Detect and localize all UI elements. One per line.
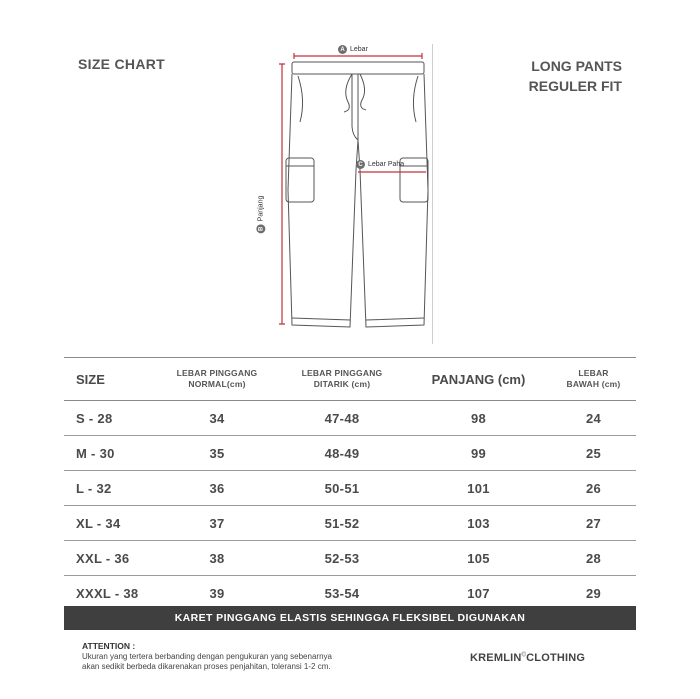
label-lebar xyxy=(338,45,368,54)
cell-normal: 36 xyxy=(209,480,225,496)
header-lebar-normal xyxy=(156,368,278,390)
cell-size: XXXL - 38 xyxy=(76,586,139,601)
pants-drawing xyxy=(272,40,442,340)
cell-normal: 34 xyxy=(209,410,225,426)
header-lebar-ditarik-line1: LEBAR PINGGANG xyxy=(301,368,383,378)
header-panjang: PANJANG (cm) xyxy=(431,371,526,387)
attention-line-2: akan sedikit berbeda dikarenakan proses penjahitan, toleransi 1-2 cm. xyxy=(82,662,331,671)
cell-ditarik: 50-51 xyxy=(324,480,360,496)
cell-ditarik: 47-48 xyxy=(324,410,360,426)
cell-panjang: 105 xyxy=(467,550,490,566)
measure-line-b xyxy=(279,64,285,324)
cell-ditarik: 52-53 xyxy=(324,550,360,566)
hem-lines xyxy=(292,318,424,320)
cell-ditarik: 53-54 xyxy=(324,586,360,601)
header-lebar-ditarik-line2: DITARIK (cm) xyxy=(313,379,371,389)
product-type-title xyxy=(529,56,622,96)
copyright-mark: © xyxy=(521,652,527,659)
waistband-shape xyxy=(292,62,424,74)
drawstring-shape xyxy=(344,74,366,112)
cell-normal: 38 xyxy=(209,550,225,566)
header-lebar-ditarik xyxy=(278,368,406,390)
cell-bawah: 27 xyxy=(585,515,602,531)
attention-title: ATTENTION : xyxy=(82,641,136,651)
label-panjang-text: Panjang xyxy=(257,195,265,222)
pants-illustration xyxy=(257,40,442,340)
cell-bawah: 29 xyxy=(585,586,602,601)
cell-panjang: 99 xyxy=(470,445,487,461)
left-cargo-pocket xyxy=(286,158,314,202)
cell-bawah: 24 xyxy=(585,410,602,426)
cell-panjang: 103 xyxy=(467,515,490,531)
cell-size: L - 32 xyxy=(76,480,112,496)
header-lebar-normal-line2: NORMAL(cm) xyxy=(188,379,246,389)
table-row xyxy=(64,506,636,541)
header-lebar-bawah-line2: BAWAH (cm) xyxy=(566,379,621,389)
product-type-line2: REGULER FIT xyxy=(528,78,622,94)
product-type-line1: LONG PANTS xyxy=(531,58,622,74)
label-panjang xyxy=(256,196,265,234)
cell-size: XL - 34 xyxy=(76,515,121,531)
cell-bawah: 25 xyxy=(585,445,602,461)
table-row xyxy=(64,401,636,436)
left-pocket-shape xyxy=(298,76,303,122)
size-table xyxy=(64,357,636,611)
header-size: SIZE xyxy=(76,371,105,387)
label-lebar-paha xyxy=(356,160,404,169)
table-header-row xyxy=(64,357,636,401)
header-lebar-normal-line1: LEBAR PINGGANG xyxy=(176,368,258,378)
label-lebar-text: Lebar xyxy=(350,46,368,53)
cell-bawah: 28 xyxy=(585,550,602,566)
right-leg-shape xyxy=(358,74,428,327)
badge-b: B xyxy=(256,224,265,233)
cell-bawah: 26 xyxy=(585,480,602,496)
size-chart-title: SIZE CHART xyxy=(78,56,165,72)
cell-normal: 37 xyxy=(209,515,225,531)
cell-size: M - 30 xyxy=(76,445,115,461)
cell-panjang: 98 xyxy=(470,410,487,426)
attention-line-1: Ukuran yang tertera berbanding dengan pengukuran yang sebenarnya xyxy=(82,652,332,661)
cell-size: S - 28 xyxy=(76,410,113,426)
elastic-waist-banner: KARET PINGGANG ELASTIS SEHINGGA FLEKSIBEL DIGUNAKAN xyxy=(64,606,636,630)
cell-normal: 35 xyxy=(209,445,225,461)
header-lebar-bawah-line1: LEBAR xyxy=(578,368,609,378)
brand-logo xyxy=(470,652,585,664)
left-leg-shape xyxy=(288,74,358,327)
cell-normal: 39 xyxy=(209,586,225,601)
badge-a: A xyxy=(338,45,347,54)
header-lebar-bawah xyxy=(551,368,636,390)
table-row xyxy=(64,541,636,576)
cell-panjang: 107 xyxy=(467,586,490,601)
right-pocket-shape xyxy=(413,76,418,122)
cell-ditarik: 48-49 xyxy=(324,445,360,461)
table-row xyxy=(64,436,636,471)
table-row xyxy=(64,471,636,506)
cell-size: XXL - 36 xyxy=(76,550,130,566)
brand-name-2: CLOTHING xyxy=(526,652,586,664)
brand-name-1: KREMLIN xyxy=(470,652,522,664)
badge-c: C xyxy=(356,160,365,169)
cell-ditarik: 51-52 xyxy=(324,515,360,531)
fly-shape xyxy=(352,74,358,140)
label-lebar-paha-text: Lebar Paha xyxy=(368,161,405,168)
cell-panjang: 101 xyxy=(467,480,490,496)
